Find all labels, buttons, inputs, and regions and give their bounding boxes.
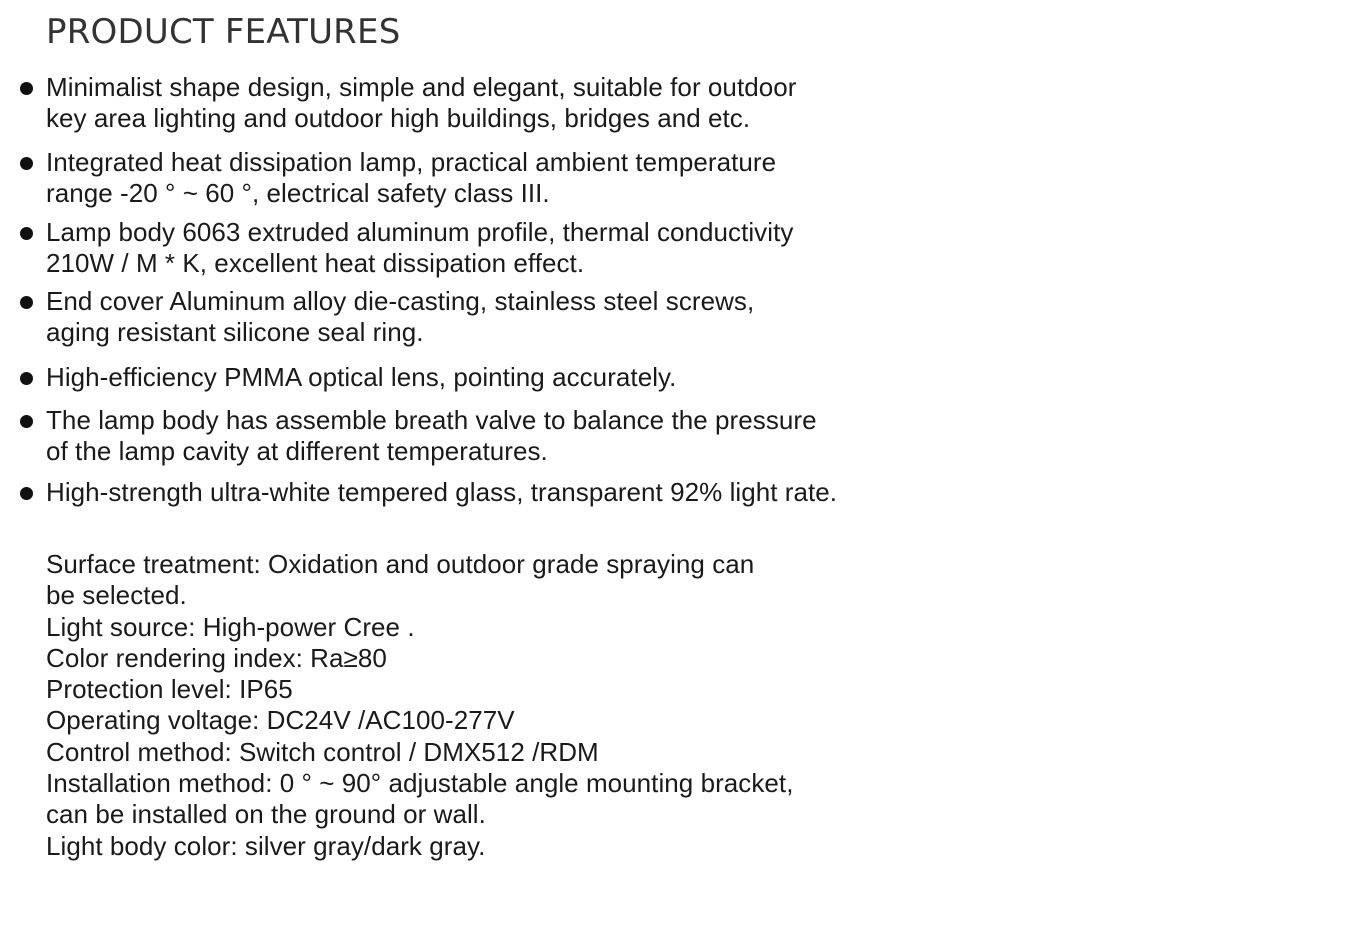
- feature-text: Minimalist shape design, simple and elegant, suitable for outdoor key area lighting and outdoor high buildings, bridges and etc.: [46, 72, 797, 133]
- feature-text: High-strength ultra-white tempered glass, transparent 92% light rate.: [46, 477, 838, 507]
- spec-operating-voltage: Operating voltage: DC24V /AC100-277V: [46, 705, 515, 736]
- bullet-icon: [20, 157, 33, 170]
- bullet-icon: [20, 487, 33, 500]
- bullet-icon: [20, 296, 33, 309]
- bullet-icon: [20, 372, 33, 385]
- spec-light-source: Light source: High-power Cree .: [46, 611, 415, 642]
- feature-text: High-efficiency PMMA optical lens, pointing accurately.: [46, 362, 677, 392]
- feature-text: End cover Aluminum alloy die-casting, stainless steel screws, aging resistant silicone seal ring.: [46, 286, 755, 347]
- spec-protection-level: Protection level: IP65: [46, 674, 293, 705]
- spec-surface-treatment: Surface treatment: Oxidation and outdoor grade spraying can be selected.: [46, 549, 755, 611]
- page-title: PRODUCT FEATURES: [46, 12, 401, 52]
- bullet-icon: [20, 82, 33, 95]
- feature-text: Lamp body 6063 extruded aluminum profile, thermal conductivity 210W / M * K, excellent heat dissipation effect.: [46, 217, 794, 278]
- feature-text: The lamp body has assemble breath valve to balance the pressure of the lamp cavity at different temperatures.: [46, 405, 817, 466]
- feature-text: Integrated heat dissipation lamp, practical ambient temperature range -20 ° ~ 60 °, electrical safety class III.: [46, 147, 777, 208]
- spec-body-color: Light body color: silver gray/dark gray.: [46, 830, 486, 861]
- spec-color-rendering: Color rendering index: Ra≥80: [46, 642, 387, 673]
- bullet-icon: [20, 227, 33, 240]
- spec-control-method: Control method: Switch control / DMX512 /RDM: [46, 736, 599, 767]
- bullet-icon: [20, 415, 33, 428]
- specifications: [46, 549, 916, 862]
- spec-installation-method: Installation method: 0 ° ~ 90° adjustable angle mounting bracket, can be installed on the ground or wall.: [46, 768, 794, 830]
